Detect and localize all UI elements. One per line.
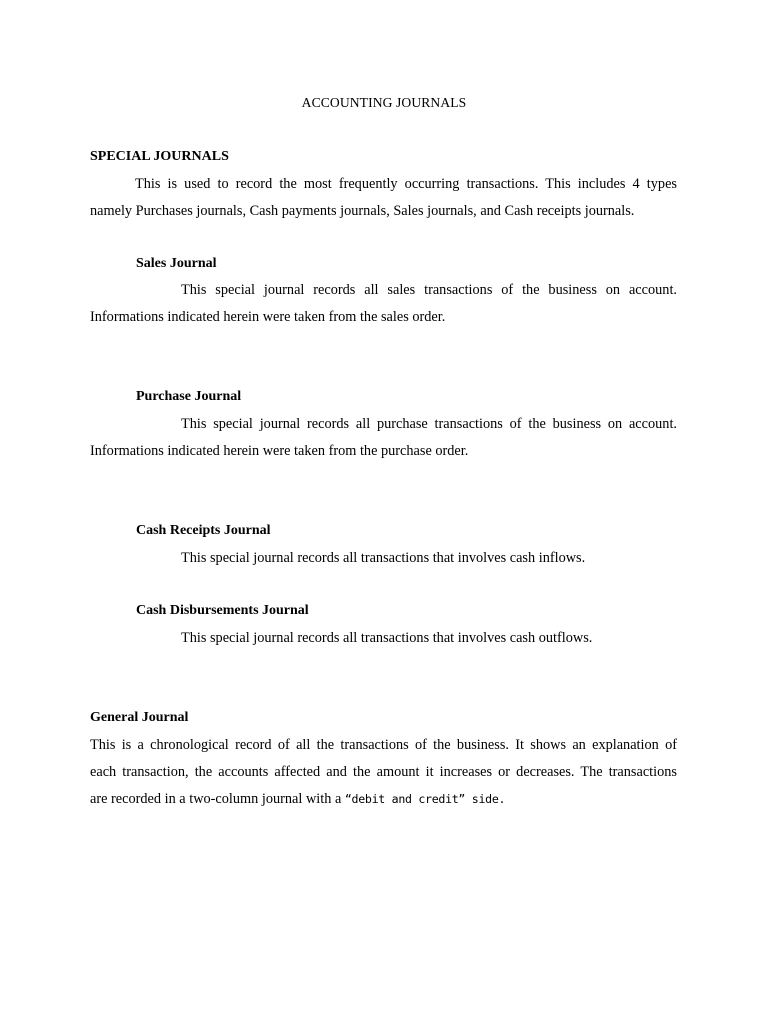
page-title: ACCOUNTING JOURNALS (301, 95, 467, 110)
purchase-journal-heading: Purchase Journal (136, 389, 242, 404)
special-journals-line-2: namely Purchases journals, Cash payments journals, Sales journals, and Cash receipts journals. (90, 203, 635, 219)
cash-receipts-journal-line: This special journal records all transactions that involves cash inflows. (181, 550, 586, 566)
purchase-journal-line-1: This special journal records all purchase transactions of the business on account. (181, 416, 677, 432)
sales-journal-line-1: This special journal records all sales transactions of the business on account. (181, 282, 677, 298)
sales-journal-line-2: Informations indicated herein were taken from the sales order. (90, 309, 446, 325)
general-journal-line-3-tail: “debit and credit” side. (344, 792, 506, 806)
general-journal-line-3-start: are recorded in a two-column journal with a (90, 791, 345, 807)
general-journal-line-1: This is a chronological record of all the transactions of the business. It shows an explanation of (90, 737, 677, 753)
cash-disbursements-journal-line: This special journal records all transactions that involves cash outflows. (181, 630, 593, 646)
cash-receipts-journal-heading: Cash Receipts Journal (136, 523, 271, 538)
special-journals-line-1: This is used to record the most frequently occurring transactions. This includes 4 types (135, 176, 677, 192)
purchase-journal-line-2: Informations indicated herein were taken from the purchase order. (90, 443, 469, 459)
general-journal-line-3 (90, 792, 505, 806)
special-journals-heading: SPECIAL JOURNALS (90, 149, 229, 164)
general-journal-line-2: each transaction, the accounts affected and the amount it increases or decreases. The transactions (90, 764, 677, 780)
general-journal-heading: General Journal (90, 710, 189, 725)
cash-disbursements-journal-heading: Cash Disbursements Journal (136, 603, 309, 618)
sales-journal-heading: Sales Journal (136, 256, 217, 271)
